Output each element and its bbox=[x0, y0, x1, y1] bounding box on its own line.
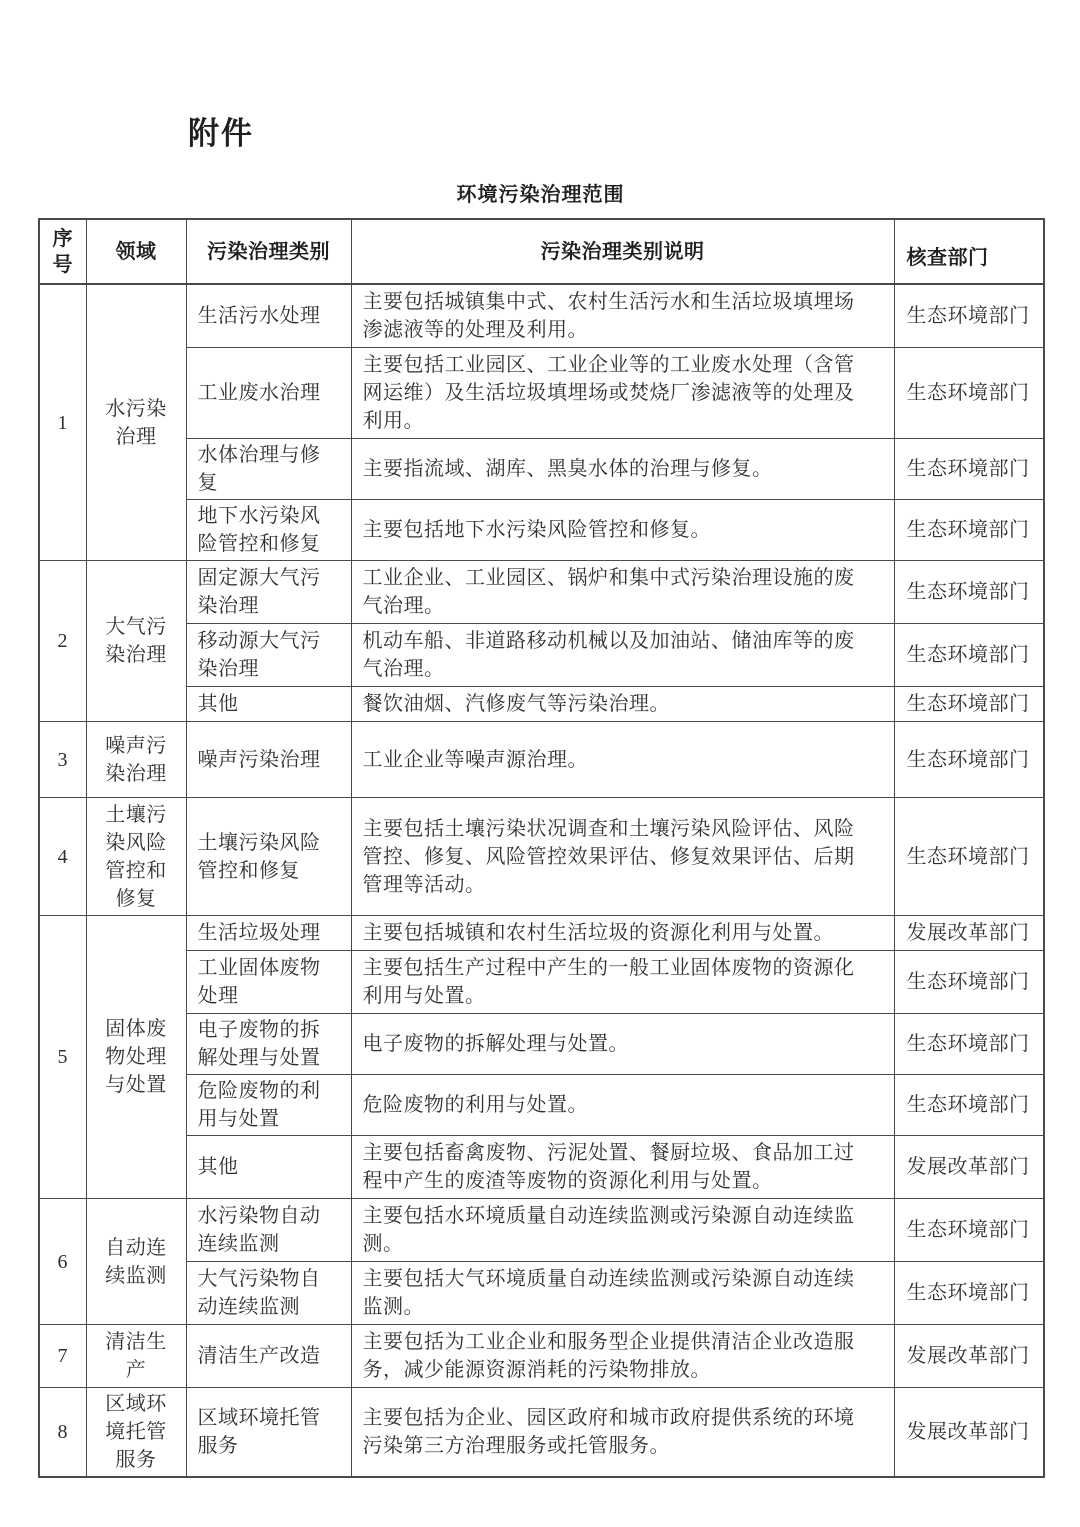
header-category: 污染治理类别 bbox=[186, 219, 351, 284]
field-cell: 固体废物处理与处置 bbox=[86, 916, 186, 1199]
description-cell: 餐饮油烟、汽修废气等污染治理。 bbox=[351, 687, 894, 722]
table-row bbox=[39, 348, 1044, 439]
category-cell: 生活垃圾处理 bbox=[186, 916, 351, 951]
table-title: 环境污染治理范围 bbox=[456, 184, 625, 206]
description-cell: 主要包括畜禽废物、污泥处置、餐厨垃圾、食品加工过程中产生的废渣等废物的资源化利用与处置。 bbox=[351, 1136, 894, 1199]
header-field: 领域 bbox=[86, 219, 186, 284]
department-cell: 发展改革部门 bbox=[894, 1388, 1044, 1478]
department-cell: 生态环境部门 bbox=[894, 687, 1044, 722]
row-index-cell: 3 bbox=[39, 722, 86, 798]
table-row bbox=[39, 687, 1044, 722]
department-cell: 生态环境部门 bbox=[894, 439, 1044, 500]
description-cell: 主要包括大气环境质量自动连续监测或污染源自动连续监测。 bbox=[351, 1262, 894, 1325]
category-cell: 其他 bbox=[186, 687, 351, 722]
department-cell: 发展改革部门 bbox=[894, 1136, 1044, 1199]
category-cell: 区域环境托管服务 bbox=[186, 1388, 351, 1478]
row-index-cell: 8 bbox=[39, 1388, 86, 1478]
table-row bbox=[39, 722, 1044, 798]
description-cell: 主要包括城镇集中式、农村生活污水和生活垃圾填埋场渗滤液等的处理及利用。 bbox=[351, 284, 894, 348]
description-cell: 主要包括水环境质量自动连续监测或污染源自动连续监测。 bbox=[351, 1199, 894, 1262]
table-row bbox=[39, 624, 1044, 687]
department-cell: 生态环境部门 bbox=[894, 1262, 1044, 1325]
header-department: 核查部门 bbox=[894, 219, 1044, 284]
category-cell: 工业废水治理 bbox=[186, 348, 351, 439]
category-cell: 土壤污染风险管控和修复 bbox=[186, 798, 351, 916]
department-cell: 生态环境部门 bbox=[894, 722, 1044, 798]
row-index-cell: 4 bbox=[39, 798, 86, 916]
row-index-cell: 6 bbox=[39, 1199, 86, 1325]
table-row bbox=[39, 500, 1044, 561]
description-cell: 工业企业等噪声源治理。 bbox=[351, 722, 894, 798]
department-cell: 生态环境部门 bbox=[894, 500, 1044, 561]
field-cell: 噪声污染治理 bbox=[86, 722, 186, 798]
field-cell: 自动连续监测 bbox=[86, 1199, 186, 1325]
description-cell: 机动车船、非道路移动机械以及加油站、储油库等的废气治理。 bbox=[351, 624, 894, 687]
department-cell: 发展改革部门 bbox=[894, 916, 1044, 951]
department-cell: 生态环境部门 bbox=[894, 798, 1044, 916]
table-row bbox=[39, 1388, 1044, 1478]
table-row bbox=[39, 916, 1044, 951]
department-cell: 生态环境部门 bbox=[894, 951, 1044, 1014]
description-cell: 主要指流域、湖库、黑臭水体的治理与修复。 bbox=[351, 439, 894, 500]
category-cell: 大气污染物自动连续监测 bbox=[186, 1262, 351, 1325]
department-cell: 生态环境部门 bbox=[894, 624, 1044, 687]
description-cell: 危险废物的利用与处置。 bbox=[351, 1075, 894, 1136]
table-row bbox=[39, 1199, 1044, 1262]
department-cell: 发展改革部门 bbox=[894, 1325, 1044, 1388]
field-cell: 水污染治理 bbox=[86, 284, 186, 561]
category-cell: 电子废物的拆解处理与处置 bbox=[186, 1014, 351, 1075]
description-cell: 主要包括土壤污染状况调查和土壤污染风险评估、风险管控、修复、风险管控效果评估、修复效果评估、后期管理等活动。 bbox=[351, 798, 894, 916]
department-cell: 生态环境部门 bbox=[894, 561, 1044, 624]
field-cell: 大气污染治理 bbox=[86, 561, 186, 722]
category-cell: 清洁生产改造 bbox=[186, 1325, 351, 1388]
header-row bbox=[39, 219, 1044, 284]
table-row bbox=[39, 561, 1044, 624]
description-cell: 电子废物的拆解处理与处置。 bbox=[351, 1014, 894, 1075]
table-row bbox=[39, 1136, 1044, 1199]
row-index-cell: 1 bbox=[39, 284, 86, 561]
table-row bbox=[39, 439, 1044, 500]
category-cell: 固定源大气污染治理 bbox=[186, 561, 351, 624]
table-row bbox=[39, 1075, 1044, 1136]
category-cell: 生活污水处理 bbox=[186, 284, 351, 348]
row-index-cell: 5 bbox=[39, 916, 86, 1199]
department-cell: 生态环境部门 bbox=[894, 348, 1044, 439]
attachment-label: 附件 bbox=[188, 116, 254, 151]
category-cell: 噪声污染治理 bbox=[186, 722, 351, 798]
description-cell: 工业企业、工业园区、锅炉和集中式污染治理设施的废气治理。 bbox=[351, 561, 894, 624]
category-cell: 移动源大气污染治理 bbox=[186, 624, 351, 687]
category-cell: 水体治理与修复 bbox=[186, 439, 351, 500]
table-row bbox=[39, 284, 1044, 348]
description-cell: 主要包括城镇和农村生活垃圾的资源化利用与处置。 bbox=[351, 916, 894, 951]
category-cell: 其他 bbox=[186, 1136, 351, 1199]
category-cell: 地下水污染风险管控和修复 bbox=[186, 500, 351, 561]
description-cell: 主要包括为企业、园区政府和城市政府提供系统的环境污染第三方治理服务或托管服务。 bbox=[351, 1388, 894, 1478]
department-cell: 生态环境部门 bbox=[894, 284, 1044, 348]
row-index-cell: 2 bbox=[39, 561, 86, 722]
header-index: 序号 bbox=[39, 219, 86, 284]
pollution-treatment-table bbox=[38, 218, 1045, 1478]
description-cell: 主要包括生产过程中产生的一般工业固体废物的资源化利用与处置。 bbox=[351, 951, 894, 1014]
description-cell: 主要包括为工业企业和服务型企业提供清洁企业改造服务，减少能源资源消耗的污染物排放。 bbox=[351, 1325, 894, 1388]
field-cell: 土壤污染风险管控和修复 bbox=[86, 798, 186, 916]
table-row bbox=[39, 1014, 1044, 1075]
field-cell: 区域环境托管服务 bbox=[86, 1388, 186, 1478]
table-row bbox=[39, 1325, 1044, 1388]
description-cell: 主要包括工业园区、工业企业等的工业废水处理（含管网运维）及生活垃圾填埋场或焚烧厂渗滤液等的处理及利用。 bbox=[351, 348, 894, 439]
category-cell: 危险废物的利用与处置 bbox=[186, 1075, 351, 1136]
department-cell: 生态环境部门 bbox=[894, 1199, 1044, 1262]
department-cell: 生态环境部门 bbox=[894, 1075, 1044, 1136]
table-row bbox=[39, 798, 1044, 916]
field-cell: 清洁生产 bbox=[86, 1325, 186, 1388]
category-cell: 工业固体废物处理 bbox=[186, 951, 351, 1014]
row-index-cell: 7 bbox=[39, 1325, 86, 1388]
table-row bbox=[39, 951, 1044, 1014]
header-description: 污染治理类别说明 bbox=[351, 219, 894, 284]
category-cell: 水污染物自动连续监测 bbox=[186, 1199, 351, 1262]
table-row bbox=[39, 1262, 1044, 1325]
description-cell: 主要包括地下水污染风险管控和修复。 bbox=[351, 500, 894, 561]
department-cell: 生态环境部门 bbox=[894, 1014, 1044, 1075]
